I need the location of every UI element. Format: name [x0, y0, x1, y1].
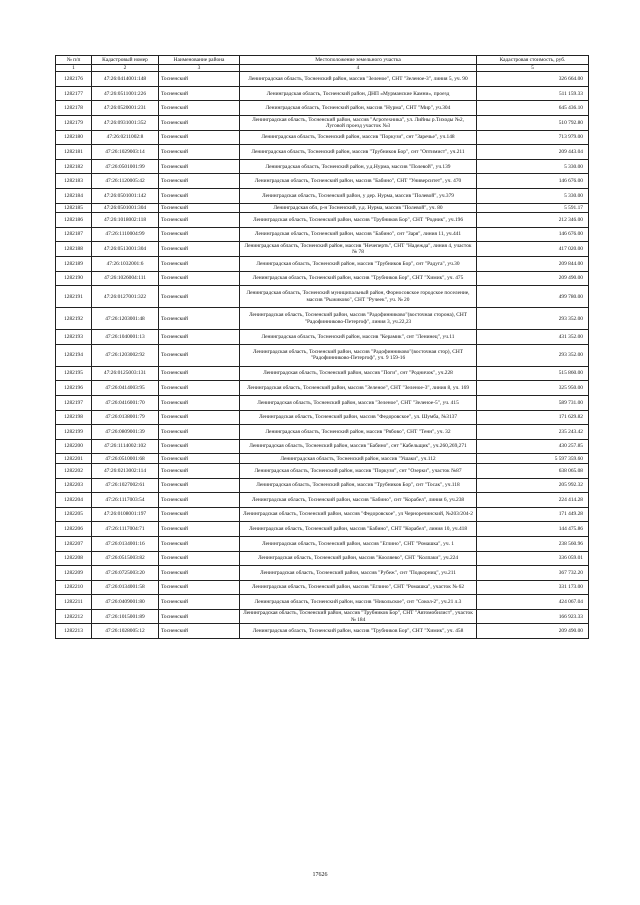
- land-location: Ленинградская область, Тосненский район, массив "Бабино", СНТ "Университет", уч. 470: [240, 174, 477, 189]
- cadastral-number: 47:26:1203002:92: [92, 344, 159, 366]
- cadastral-value: 146 676.00: [477, 174, 589, 189]
- column-number: 2: [92, 65, 159, 72]
- table-row: [56, 203, 589, 213]
- cadastral-value: 424 067.04: [477, 595, 589, 610]
- cadastral-value: 144 475.86: [477, 522, 589, 537]
- land-location: Ленинградская область, Тосненский район, массив "Зеленое", СНТ "Зеленое-5", уч. 415: [240, 395, 477, 410]
- column-number: 1: [56, 65, 92, 72]
- cadastral-table: [55, 55, 589, 639]
- land-location: Ленинградская обл, р-н Тосненский, у.д. Нурма, массив "Полевой", уч. 80: [240, 203, 477, 213]
- district-name: Тосненский: [159, 189, 240, 204]
- table-row: [56, 454, 589, 464]
- district-name: Тосненский: [159, 145, 240, 160]
- table-row: [56, 271, 589, 286]
- row-index: 1282199: [56, 425, 92, 440]
- cadastral-number: 47:26:1203001:48: [92, 308, 159, 330]
- land-location: Ленинградская область, Тосненский район, массив "Поркузи", снт "Озерки", участок №87: [240, 463, 477, 478]
- district-name: Тосненский: [159, 203, 240, 213]
- cadastral-value: 209 443.04: [477, 145, 589, 160]
- district-name: Тосненский: [159, 439, 240, 454]
- district-name: Тосненский: [159, 242, 240, 257]
- land-location: Ленинградская область, Тосненский район, массив "Еглино", СНТ "Ромашка", уч. 1: [240, 536, 477, 551]
- table-row: [56, 395, 589, 410]
- cadastral-value: 209 490.00: [477, 271, 589, 286]
- district-name: Тосненский: [159, 116, 240, 131]
- cadastral-number: 47:26:1029003:14: [92, 145, 159, 160]
- table-row: [56, 189, 589, 204]
- row-index: 1282204: [56, 493, 92, 508]
- land-location: Ленинградская область, Тосненский район, массив "Нурма", СНТ "Мир", уч.304: [240, 101, 477, 116]
- table-row: [56, 116, 589, 131]
- row-index: 1282206: [56, 522, 92, 537]
- district-name: Тосненский: [159, 507, 240, 522]
- cadastral-value: 430 257.85: [477, 439, 589, 454]
- cadastral-value: 238 560.96: [477, 536, 589, 551]
- row-index: 1282184: [56, 189, 92, 204]
- cadastral-value: 417 020.00: [477, 242, 589, 257]
- cadastral-number: 47:26:0414001:148: [92, 72, 159, 87]
- cadastral-value: 645 436.10: [477, 101, 589, 116]
- cadastral-number: 47:26:0127001:322: [92, 286, 159, 308]
- land-location: Ленинградская область, Тосненский район, массив "Бабино", снт "Кабельщик", уч.260,269,271: [240, 439, 477, 454]
- cadastral-number: 47:26:0501001:142: [92, 189, 159, 204]
- cadastral-value: 146 676.00: [477, 227, 589, 242]
- cadastral-value: 367 732.20: [477, 566, 589, 581]
- table-row: [56, 551, 589, 566]
- district-name: Тосненский: [159, 595, 240, 610]
- header-district: Наименование района: [159, 56, 240, 65]
- land-location: Ленинградская область, Тосненский муниципальный район, Форносовское городское поселение, массив "Рыжиково", СНТ "Ручеек", уч. № 20: [240, 286, 477, 308]
- district-name: Тосненский: [159, 101, 240, 116]
- table-row: [56, 609, 589, 624]
- cadastral-value: 336 059.01: [477, 551, 589, 566]
- district-name: Тосненский: [159, 330, 240, 345]
- district-name: Тосненский: [159, 551, 240, 566]
- cadastral-value: 293 352.00: [477, 308, 589, 330]
- cadastral-value: 511 159.33: [477, 86, 589, 101]
- document-sheet: [55, 55, 588, 639]
- land-location: Ленинградская область, Тосненский район, массив "Никольское", снт "Сокол-2", уч.21 л.3: [240, 595, 477, 610]
- district-name: Тосненский: [159, 271, 240, 286]
- cadastral-value: 293 352.00: [477, 344, 589, 366]
- cadastral-value: 171 629.82: [477, 410, 589, 425]
- cadastral-value: 5 330.00: [477, 189, 589, 204]
- district-name: Тосненский: [159, 425, 240, 440]
- table-row: [56, 478, 589, 493]
- land-location: Ленинградская область, Тосненский район, массив "Трубников Бор", снт "Оптимист", уч.211: [240, 145, 477, 160]
- cadastral-number: 47:26:1018002:118: [92, 213, 159, 228]
- column-number: 5: [477, 65, 589, 72]
- cadastral-value: 515 860.00: [477, 366, 589, 381]
- table-row: [56, 624, 589, 639]
- cadastral-number: 47:26:1117004:71: [92, 522, 159, 537]
- district-name: Тосненский: [159, 395, 240, 410]
- row-index: 1282180: [56, 130, 92, 145]
- cadastral-number: 47:26:0510001:68: [92, 454, 159, 464]
- land-location: Ленинградская область, Тосненский район, массив "Нечеперть", СНТ "Надежда", линия 4, участок № 78: [240, 242, 477, 257]
- table-body: [56, 72, 589, 639]
- cadastral-value: 209 844.00: [477, 257, 589, 272]
- page-number: 17626: [312, 872, 328, 878]
- row-index: 1282211: [56, 595, 92, 610]
- district-name: Тосненский: [159, 381, 240, 396]
- cadastral-value: 209 490.00: [477, 624, 589, 639]
- row-index: 1282201: [56, 454, 92, 464]
- land-location: Ленинградская область, Тосненский район, массив "Ушаки", уч.112: [240, 454, 477, 464]
- table-row: [56, 580, 589, 595]
- cadastral-value: 638 065.08: [477, 463, 589, 478]
- cadastral-value: 499 780.00: [477, 286, 589, 308]
- cadastral-number: 47:26:0134001:58: [92, 580, 159, 595]
- row-index: 1282177: [56, 86, 92, 101]
- table-row: [56, 86, 589, 101]
- column-number: 4: [240, 65, 477, 72]
- cadastral-value: 331 173.00: [477, 580, 589, 595]
- row-index: 1282198: [56, 410, 92, 425]
- cadastral-number: 47:26:0513001:304: [92, 242, 159, 257]
- cadastral-number: 47:26:0125003:131: [92, 366, 159, 381]
- district-name: Тосненский: [159, 174, 240, 189]
- table-row: [56, 493, 589, 508]
- land-location: Ленинградская область, Тосненский район, массив "Зеленое", СНТ "Зеленое-3", линия 5, уч. 90: [240, 72, 477, 87]
- cadastral-value: 431 352.00: [477, 330, 589, 345]
- district-name: Тосненский: [159, 257, 240, 272]
- row-index: 1282207: [56, 536, 92, 551]
- land-location: Ленинградская область, Тосненский район, у дер. Нурма, массив "Полевой", уч.379: [240, 189, 477, 204]
- cadastral-value: 326 664.00: [477, 72, 589, 87]
- table-row: [56, 463, 589, 478]
- cadastral-number: 47:26:0511001:226: [92, 86, 159, 101]
- header-cadastral-value: Кадастровая стоимость, руб.: [477, 56, 589, 65]
- district-name: Тосненский: [159, 454, 240, 464]
- row-index: 1282186: [56, 213, 92, 228]
- row-index: 1282200: [56, 439, 92, 454]
- district-name: Тосненский: [159, 72, 240, 87]
- cadastral-number: 47:26:0515003:82: [92, 551, 159, 566]
- cadastral-number: 47:26:0138001:79: [92, 410, 159, 425]
- land-location: Ленинградская область, Тосненский район, массив "Поги", снт "Родничок", уч.228: [240, 366, 477, 381]
- row-index: 1282195: [56, 366, 92, 381]
- cadastral-value: 5 597 359.60: [477, 454, 589, 464]
- district-name: Тосненский: [159, 159, 240, 174]
- land-location: Ленинградская область, Тосненский район, массив "Радофинниково"(восточная сторона), СНТ "Радофинниково-Петергоф", линия 3, уч.22,23: [240, 308, 477, 330]
- row-index: 1282187: [56, 227, 92, 242]
- land-location: Ленинградская область, Тосненский район, массив "Рубеж", снт "Подкорниц", уч.211: [240, 566, 477, 581]
- land-location: Ленинградская область, Тосненский район, массив "Трубников Бор", СНТ "Автомобилист", участок № 184: [240, 609, 477, 624]
- district-name: Тосненский: [159, 344, 240, 366]
- district-name: Тосненский: [159, 463, 240, 478]
- table-row: [56, 381, 589, 396]
- land-location: Ленинградская область, Тосненский район, массив "Керамик", снт "Ленинец", уч.11: [240, 330, 477, 345]
- cadastral-number: 47:26:0931001:352: [92, 116, 159, 131]
- row-index: 1282203: [56, 478, 92, 493]
- district-name: Тосненский: [159, 366, 240, 381]
- cadastral-number: 47:26:0809001:39: [92, 425, 159, 440]
- cadastral-value: 235 243.42: [477, 425, 589, 440]
- cadastral-number: 47:26:1032001:6: [92, 257, 159, 272]
- table-row: [56, 522, 589, 537]
- district-name: Тосненский: [159, 86, 240, 101]
- column-number: 3: [159, 65, 240, 72]
- cadastral-number: 47:26:1040001:13: [92, 330, 159, 345]
- land-location: Ленинградская область, Тосненский район, у.д.Нурма, массив "Полевой", уч.139: [240, 159, 477, 174]
- table-row: [56, 366, 589, 381]
- cadastral-value: 171 449.28: [477, 507, 589, 522]
- cadastral-number: 47:26:0416001:70: [92, 395, 159, 410]
- row-index: 1282182: [56, 159, 92, 174]
- table-row: [56, 507, 589, 522]
- cadastral-number: 47:26:0134001:16: [92, 536, 159, 551]
- row-index: 1282181: [56, 145, 92, 160]
- district-name: Тосненский: [159, 609, 240, 624]
- table-row: [56, 242, 589, 257]
- cadastral-value: 224 414.28: [477, 493, 589, 508]
- row-index: 1282178: [56, 101, 92, 116]
- table-row: [56, 72, 589, 87]
- land-location: Ленинградская область, Тосненский район, массив "Федоровское", ул. Шумба, №3137: [240, 410, 477, 425]
- land-location: Ленинградская область, Тосненский район, массив "Бабино", снт "Заря", линия 11, уч.441: [240, 227, 477, 242]
- district-name: Тосненский: [159, 308, 240, 330]
- cadastral-number: 47:26:0725003:20: [92, 566, 159, 581]
- cadastral-number: 47:26:0108001:197: [92, 507, 159, 522]
- row-index: 1282188: [56, 242, 92, 257]
- table-row: [56, 410, 589, 425]
- land-location: Ленинградская область, Тосненский район, ДНП «Мурманские Камни», проезд: [240, 86, 477, 101]
- row-index: 1282212: [56, 609, 92, 624]
- table-row: [56, 330, 589, 345]
- row-index: 1282213: [56, 624, 92, 639]
- district-name: Тосненский: [159, 536, 240, 551]
- land-location: Ленинградская область, Тосненский район, массив "Трубников Бор", снт "Тосак", уч.118: [240, 478, 477, 493]
- district-name: Тосненский: [159, 478, 240, 493]
- table-row: [56, 145, 589, 160]
- cadastral-value: 166 923.33: [477, 609, 589, 624]
- table-row: [56, 159, 589, 174]
- land-location: Ленинградская область, Тосненский район, массив "Еглино", СНТ "Ромашка", участок № 62: [240, 580, 477, 595]
- land-location: Ленинградская область, Тосненский район, массив "Радофинниково"(восточная стор), СНТ "Радофинниково-Петергоф", уч. 9 159-16: [240, 344, 477, 366]
- district-name: Тосненский: [159, 286, 240, 308]
- column-number-row: [56, 65, 589, 72]
- table-row: [56, 227, 589, 242]
- cadastral-value: 5 330.00: [477, 159, 589, 174]
- table-row: [56, 536, 589, 551]
- land-location: Ленинградская область, Тосненский район, массив "Бабино", снт "Корабел", линия 6, уч.238: [240, 493, 477, 508]
- row-index: 1282191: [56, 286, 92, 308]
- land-location: Ленинградская область, Тосненский район, массив "Агротехника", ул. Лийны р.Тиходы №2, Луговой проезд участок №3: [240, 116, 477, 131]
- table-row: [56, 101, 589, 116]
- land-location: Ленинградская область, Тосненский район, массив "Бабино", СНТ "Корабел", линия 10, уч.418: [240, 522, 477, 537]
- row-index: 1282197: [56, 395, 92, 410]
- header-location: Местоположение земельного участка: [240, 56, 477, 65]
- district-name: Тосненский: [159, 522, 240, 537]
- table-row: [56, 425, 589, 440]
- table-row: [56, 439, 589, 454]
- cadastral-value: 212 346.00: [477, 213, 589, 228]
- row-index: 1282209: [56, 566, 92, 581]
- row-index: 1282202: [56, 463, 92, 478]
- table-row: [56, 257, 589, 272]
- district-name: Тосненский: [159, 493, 240, 508]
- land-location: Ленинградская область, Тосненский район, массив "Рябово", СНТ "Тенн", уч. 32: [240, 425, 477, 440]
- row-index: 1282176: [56, 72, 92, 87]
- header-row: [56, 56, 589, 65]
- cadastral-number: 47:26:0414003:95: [92, 381, 159, 396]
- district-name: Тосненский: [159, 213, 240, 228]
- district-name: Тосненский: [159, 624, 240, 639]
- district-name: Тосненский: [159, 410, 240, 425]
- table-row: [56, 174, 589, 189]
- district-name: Тосненский: [159, 580, 240, 595]
- cadastral-number: 47:26:1117003:54: [92, 493, 159, 508]
- cadastral-number: 47:26:1120005:42: [92, 174, 159, 189]
- row-index: 1282190: [56, 271, 92, 286]
- land-location: Ленинградская область, Тосненский район, массив "Поркузи", снт "Заречье", уч.148: [240, 130, 477, 145]
- land-location: Ленинградская область, Тосненский район, массив "Зеленое", СНТ "Зеленое-3", линия 8, уч. 169: [240, 381, 477, 396]
- land-location: Ленинградская область, Тосненский район, массив "Кооляево", СНТ "Колпаки", уч.224: [240, 551, 477, 566]
- row-index: 1282205: [56, 507, 92, 522]
- cadastral-number: 47:26:0520001:231: [92, 101, 159, 116]
- row-index: 1282210: [56, 580, 92, 595]
- cadastral-number: 47:26:0211002:8: [92, 130, 159, 145]
- table-row: [56, 286, 589, 308]
- cadastral-number: 47:26:1028005:12: [92, 624, 159, 639]
- header-index: № п/п: [56, 56, 92, 65]
- cadastral-number: 47:26:0213002:114: [92, 463, 159, 478]
- district-name: Тосненский: [159, 566, 240, 581]
- table-row: [56, 308, 589, 330]
- row-index: 1282208: [56, 551, 92, 566]
- row-index: 1282196: [56, 381, 92, 396]
- district-name: Тосненский: [159, 227, 240, 242]
- row-index: 1282189: [56, 257, 92, 272]
- row-index: 1282192: [56, 308, 92, 330]
- land-location: Ленинградская область, Тосненский район, массив "Трубников Бор", снт "Радуга", уч.30: [240, 257, 477, 272]
- row-index: 1282183: [56, 174, 92, 189]
- cadastral-value: 713 979.00: [477, 130, 589, 145]
- cadastral-number: 47:26:1114002:102: [92, 439, 159, 454]
- district-name: Тосненский: [159, 130, 240, 145]
- land-location: Ленинградская область, Тосненский район, массив "Федоровское", ул Черноречинский, №203/204-2: [240, 507, 477, 522]
- land-location: Ленинградская область, Тосненский район, массив "Трубников Бор", СНТ "Химик", уч. 475: [240, 271, 477, 286]
- land-location: Ленинградская область, Тосненский район, массив "Трубников Бор", СНТ "Родник", уч.196: [240, 213, 477, 228]
- cadastral-number: 47:26:1110004:99: [92, 227, 159, 242]
- row-index: 1282185: [56, 203, 92, 213]
- header-cadastral-number: Кадастровый номер: [92, 56, 159, 65]
- cadastral-number: 47:26:1026004:111: [92, 271, 159, 286]
- cadastral-number: 47:26:0409001:80: [92, 595, 159, 610]
- cadastral-number: 47:26:0501001:99: [92, 159, 159, 174]
- table-row: [56, 130, 589, 145]
- cadastral-value: 205 992.32: [477, 478, 589, 493]
- table-row: [56, 344, 589, 366]
- land-location: Ленинградская область, Тосненский район, массив "Трубников Бор", СНТ "Химик", уч. 458: [240, 624, 477, 639]
- row-index: 1282179: [56, 116, 92, 131]
- cadastral-value: 510 792.80: [477, 116, 589, 131]
- cadastral-value: 325 950.00: [477, 381, 589, 396]
- cadastral-value: 589 731.00: [477, 395, 589, 410]
- cadastral-value: 5 591.17: [477, 203, 589, 213]
- cadastral-number: 47:26:0501001:304: [92, 203, 159, 213]
- row-index: 1282193: [56, 330, 92, 345]
- cadastral-number: 47:26:1027002:61: [92, 478, 159, 493]
- row-index: 1282194: [56, 344, 92, 366]
- table-row: [56, 213, 589, 228]
- table-row: [56, 595, 589, 610]
- cadastral-number: 47:26:1015001:89: [92, 609, 159, 624]
- table-row: [56, 566, 589, 581]
